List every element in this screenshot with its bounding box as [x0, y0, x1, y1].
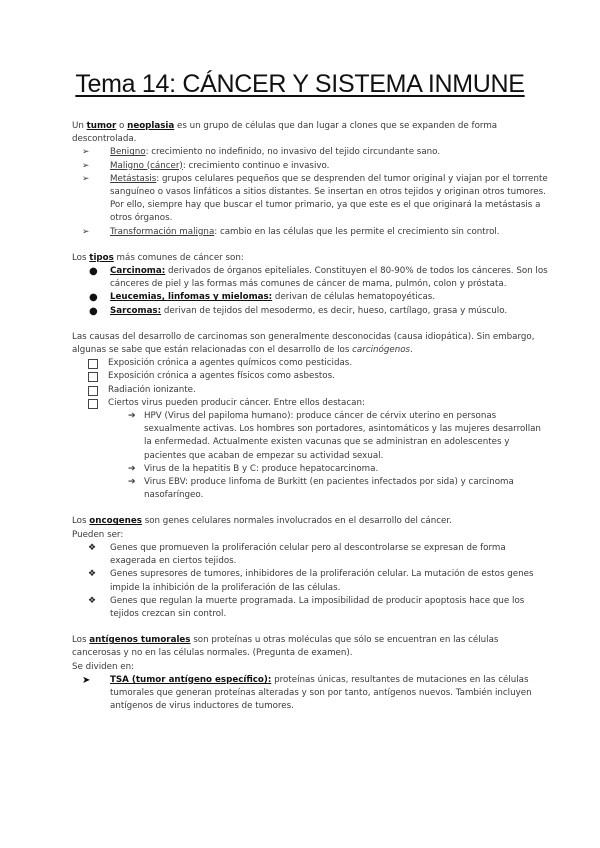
term-oncogenes: oncogenes	[89, 516, 142, 527]
dot-bullet-icon: ●	[89, 266, 98, 278]
list-item: ➢ Metástasis: grupos celulares pequeños que se desprenden del tumor original y viajan por el torrente sanguíneo o vasos linfáticos a sitios distantes. Se insertan en otros tejidos y originan otros tumores. Por ello, siempre hay que buscar el tumor primario, ya que este es el que originará la metástasis a otros órganos.	[82, 173, 548, 224]
list-item: Ciertos virus pueden producir cáncer. Entre ellos destacan:	[72, 397, 548, 410]
list-item: ➢ Maligno (cáncer): crecimiento continuo e invasivo.	[72, 160, 548, 173]
oncogenes-subtitle: Pueden ser:	[72, 529, 124, 540]
list-item: ➔ Virus de la hepatitis B y C: produce hepatocarcinoma.	[72, 463, 548, 476]
dot-bullet-icon: ●	[89, 292, 98, 304]
arrow-bullet-icon: ➢	[82, 160, 90, 171]
checkbox-icon	[88, 359, 98, 369]
antigenos-section	[72, 634, 548, 713]
document-body	[72, 120, 548, 726]
causes-list	[72, 357, 548, 410]
list-item: ● Leucemias, linfomas y mielomas: derivan de células hematopoyéticas.	[89, 292, 436, 304]
diamond-bullet-icon: ❖	[88, 542, 97, 553]
tipos-paragraph: Los tipos más comunes de cáncer son:	[72, 252, 244, 263]
list-item: ❖ Genes supresores de tumores, inhibidores de la proliferación celular. La mutación de estos genes impide la inhibición de la proliferación de las células.	[88, 569, 534, 593]
virus-list	[72, 410, 548, 502]
list-item: ➢ Transformación maligna: cambio en las células que les permite el crecimiento sin control.	[72, 226, 548, 239]
page-title: Tema 14: CÁNCER Y SISTEMA INMUNE	[75, 70, 525, 98]
intro-section	[72, 120, 548, 239]
causas-section	[72, 331, 548, 503]
oncogenes-section	[72, 515, 548, 621]
antigenos-subtitle: Se dividen en:	[72, 661, 135, 672]
list-item: ➔ HPV (Virus del papiloma humano): produce cáncer de cérvix uterino en personas sexualmente activas. Los hombres son portadores, asintomáticos y las mujeres desarrollan la enfermedad. Actualmente existen vacunas que se administran en adolescentes y pacientes que acaban de empezar su actividad sexual.	[128, 411, 541, 461]
list-item: ❖ Genes que promueven la proliferación celular pero al descontrolarse se expresan de forma exagerada en ciertos tejidos.	[88, 542, 506, 567]
list-item: Radiación ionizante.	[72, 384, 548, 397]
checkbox-icon	[88, 399, 98, 409]
checkbox-icon	[88, 372, 98, 382]
list-item: ● Sarcomas: derivan de tejidos del mesodermo, es decir, hueso, cartílago, grasa y músculo.	[89, 305, 508, 317]
arrow-right-icon: ➔	[128, 463, 136, 474]
arrow-bullet-icon: ➢	[82, 226, 90, 237]
cancer-types-list	[72, 265, 548, 318]
oncogenes-paragraph: Los oncogenes son genes celulares normales involucrados en el desarrollo del cáncer.	[72, 516, 452, 527]
arrow-right-icon: ➔	[128, 411, 136, 422]
causas-paragraph: Las causas del desarrollo de carcinomas son generalmente desconocidas (causa idiopática). Sin embargo, algunas se sabe que están relacionadas con el desarrollo de los carcinógenos.	[72, 331, 535, 356]
antigenos-paragraph: Los antígenos tumorales son proteínas u otras moléculas que sólo se encuentran en las células cancerosas y no en las células normales. (Pregunta de examen).	[72, 635, 499, 659]
diamond-bullet-icon: ❖	[88, 595, 97, 606]
intro-paragraph: Un tumor o neoplasia es un grupo de células que dan lugar a clones que se expanden de forma descontrolada.	[72, 121, 498, 145]
list-item: ➔ Virus EBV: produce linfoma de Burkitt (en pacientes infectados por sida) y carcinoma nasofaríngeo.	[128, 477, 514, 501]
arrow-right-icon: ➔	[128, 477, 136, 488]
term-antigenos: antígenos tumorales	[89, 635, 191, 646]
arrow-bullet-icon: ➢	[82, 173, 90, 184]
antigenos-list	[72, 674, 548, 714]
bold-arrow-icon: ➤	[82, 674, 91, 686]
list-item: Exposición crónica a agentes físicos como asbestos.	[72, 370, 548, 383]
list-item: ➤ TSA (tumor antígeno específico): proteínas únicas, resultantes de mutaciones en las células tumorales que generan proteínas alteradas y son por tanto, antígenos nuevos. También incluyen antígenos de virus inductores de tumores.	[82, 674, 532, 712]
list-item: Exposición crónica a agentes químicos como pesticidas.	[72, 357, 548, 370]
diamond-bullet-icon: ❖	[88, 569, 97, 580]
tumor-types-list	[72, 146, 548, 238]
term-tumor: tumor	[86, 121, 117, 131]
term-tipos: tipos	[89, 252, 114, 263]
list-item: ❖ Genes que regulan la muerte programada. La imposibilidad de producir apoptosis hace que los tejidos crezcan sin control.	[88, 595, 525, 619]
term-neoplasia: neoplasia	[127, 121, 175, 131]
tipos-section	[72, 252, 548, 318]
dot-bullet-icon: ●	[89, 305, 98, 317]
oncogenes-list	[72, 542, 548, 621]
arrow-bullet-icon: ➢	[82, 147, 90, 158]
list-item: ➢ Benigno: crecimiento no indefinido, no invasivo del tejido circundante sano.	[72, 146, 548, 159]
list-item: ● Carcinoma: derivados de órganos epiteliales. Constituyen el 80-90% de todos los cánceres. Son los cánceres de piel y las formas más comunes de cáncer de mama, pulmón, colon y próstata.	[89, 266, 548, 290]
checkbox-icon	[88, 386, 98, 396]
